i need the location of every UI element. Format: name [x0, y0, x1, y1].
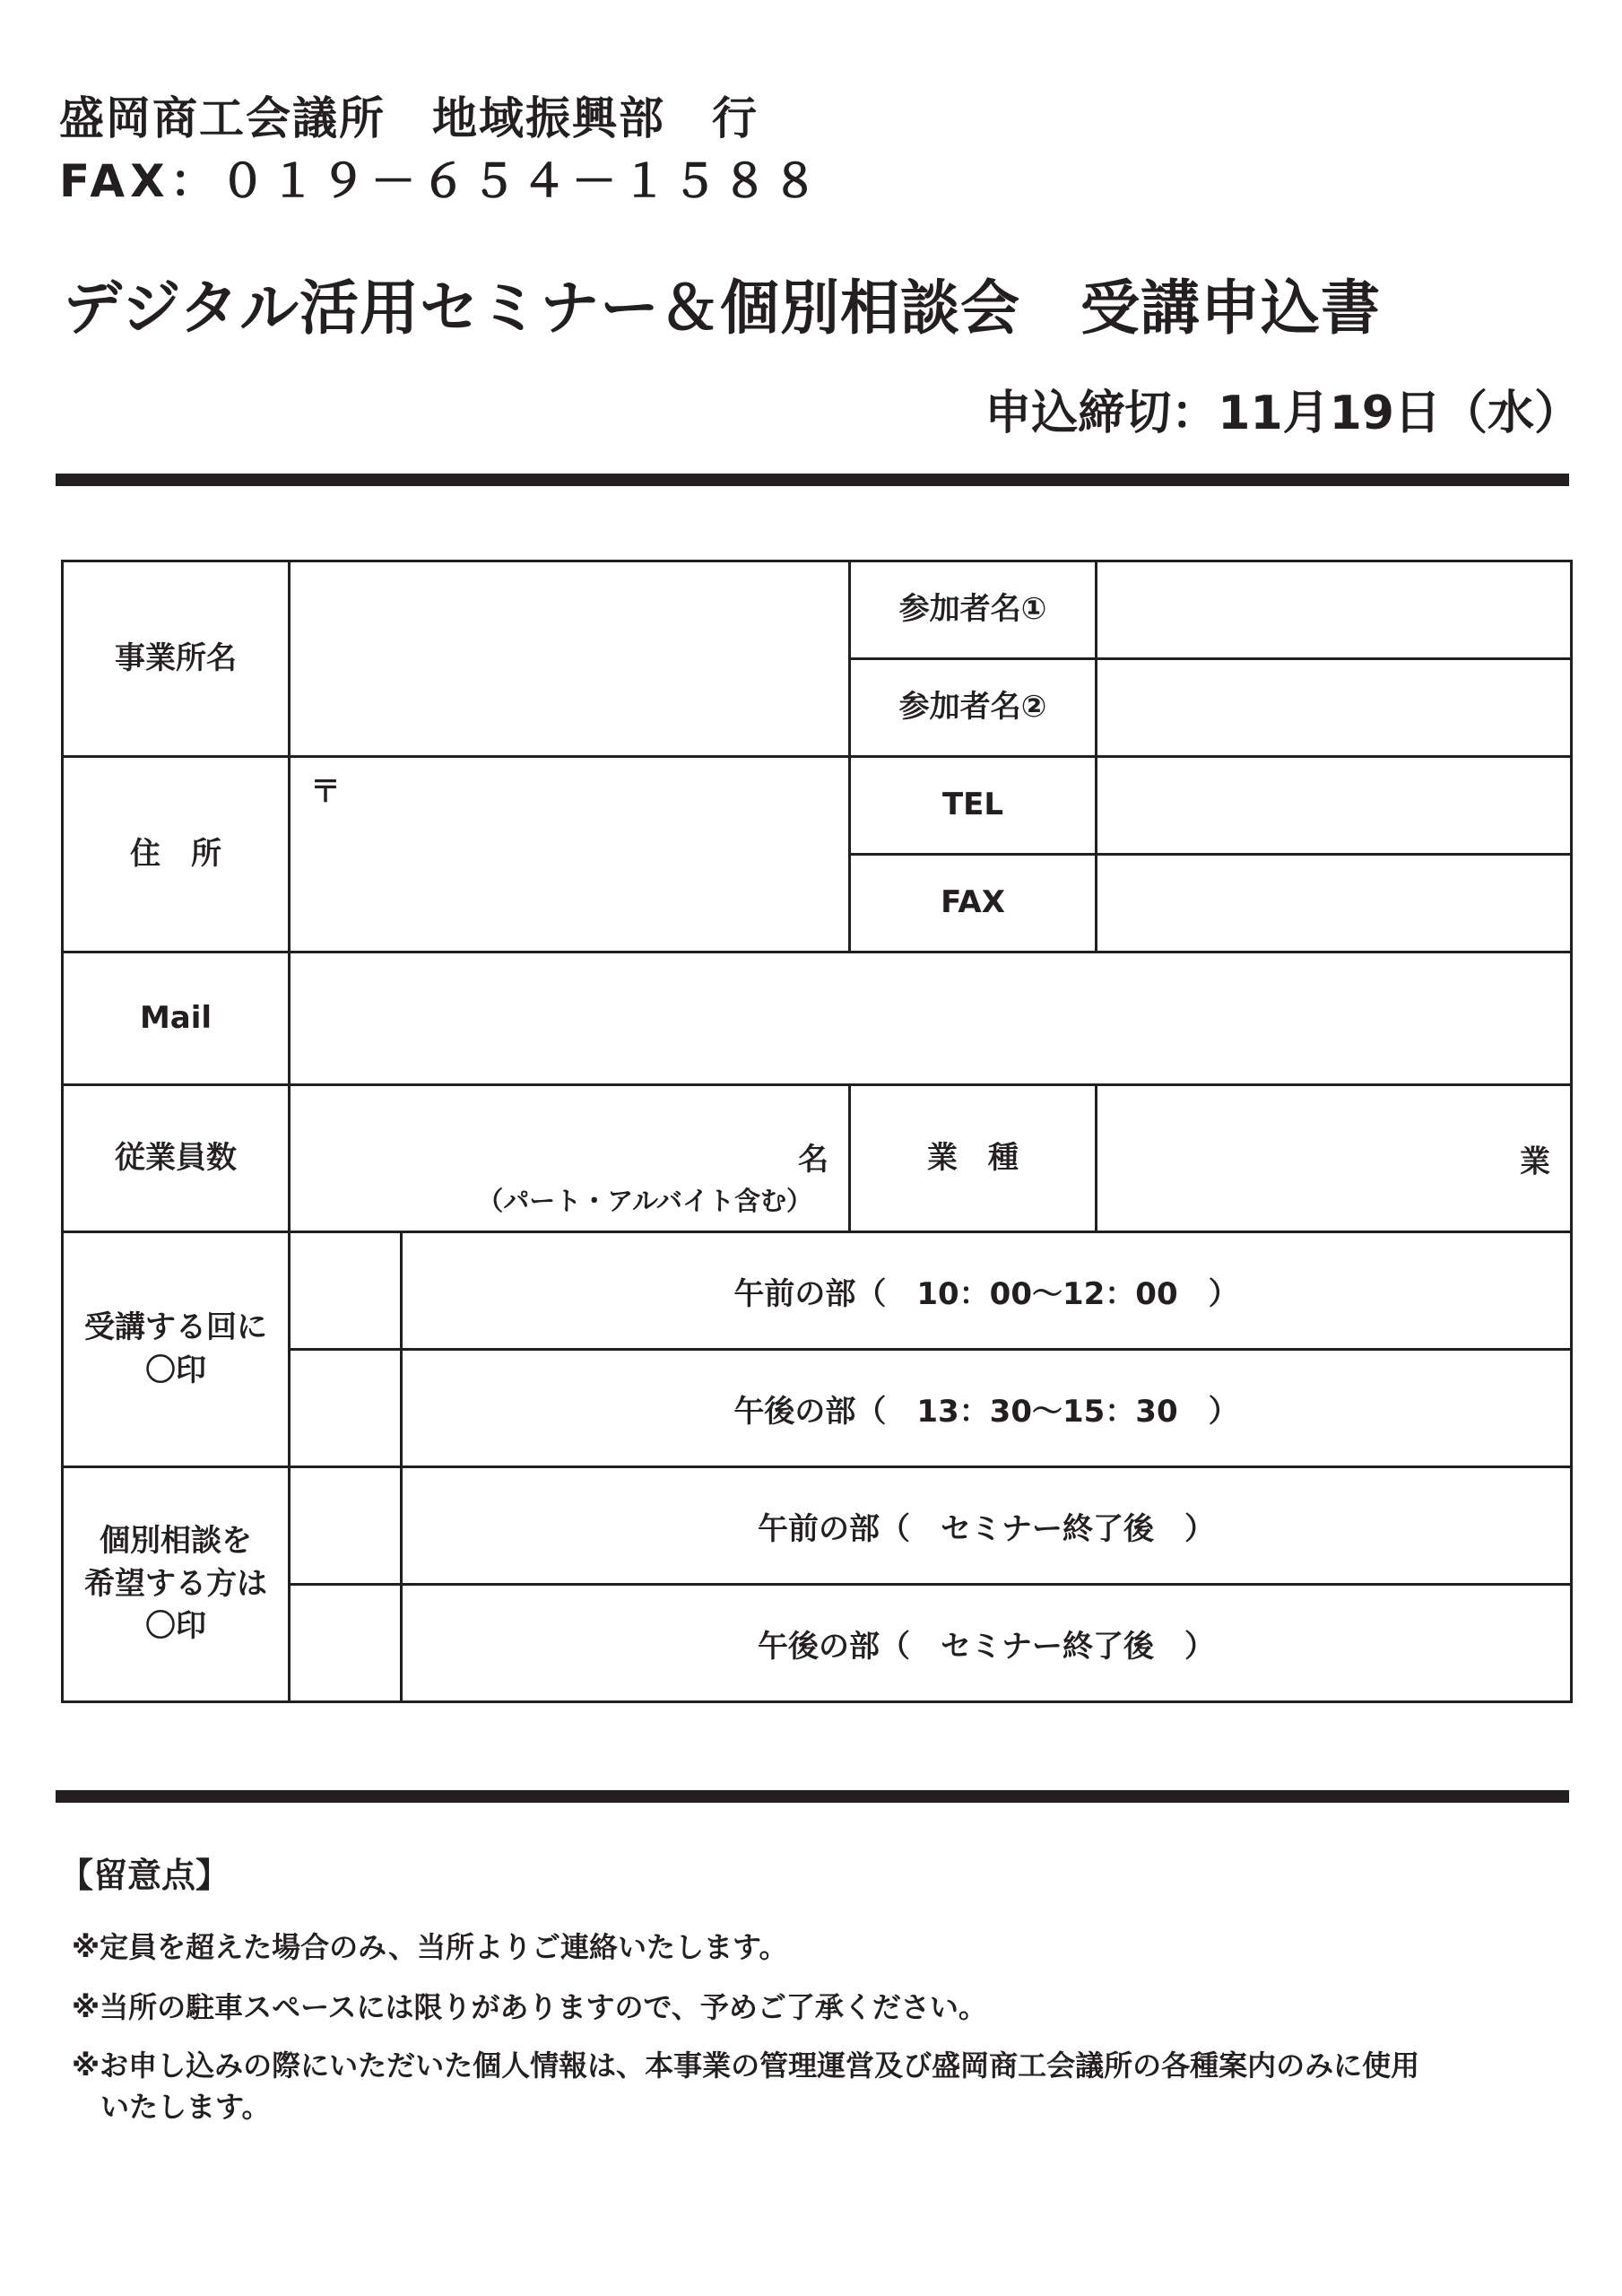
fax-field[interactable]: [1097, 855, 1572, 952]
application-form-table: [61, 560, 1573, 1703]
page-title: デジタル活用セミナー＆個別相談会 受講申込書: [63, 274, 1382, 343]
recipient-line: 盛岡商工会議所 地域振興部 行: [59, 92, 759, 144]
note-item: ※当所の駐車スペースには限りがありますので、予めご了承ください。: [72, 1990, 987, 2024]
seminar-label: 受講する回に 〇印: [63, 1232, 290, 1467]
participant2-field[interactable]: [1097, 659, 1572, 757]
consult-pm-time: セミナー終了後 ）: [910, 1628, 1215, 1665]
seminar-pm-time: 13：30～15：30 ）: [886, 1393, 1239, 1430]
consult-label: 個別相談を 希望する方は 〇印: [63, 1467, 290, 1702]
consult-pm-name: 午後の部（: [758, 1628, 910, 1665]
employees-label: 従業員数: [63, 1085, 290, 1232]
consult-am-checkbox[interactable]: [290, 1467, 402, 1585]
seminar-am-name: 午前の部（: [733, 1275, 887, 1312]
seminar-pm-name: 午後の部（: [733, 1393, 887, 1430]
consult-am-time: セミナー終了後 ）: [910, 1510, 1215, 1547]
bottom-divider: [56, 1790, 1569, 1803]
consult-pm-option: [402, 1585, 1572, 1702]
mail-field[interactable]: [290, 952, 1572, 1085]
employees-field[interactable]: [290, 1085, 850, 1232]
consult-am-option: [402, 1467, 1572, 1585]
employees-unit: 名: [798, 1142, 828, 1178]
seminar-pm-option: [402, 1350, 1572, 1467]
seminar-am-time: 10：00～12：00 ）: [886, 1275, 1239, 1312]
industry-unit: 業: [1520, 1144, 1550, 1179]
tel-field[interactable]: [1097, 757, 1572, 855]
top-divider: [56, 474, 1569, 486]
seminar-am-checkbox[interactable]: [290, 1232, 402, 1350]
employees-note: （パート・アルバイト含む）: [477, 1186, 812, 1216]
consult-am-name: 午前の部（: [758, 1510, 910, 1547]
consult-pm-checkbox[interactable]: [290, 1585, 402, 1702]
participant1-label: 参加者名①: [850, 561, 1097, 659]
industry-field[interactable]: [1097, 1085, 1572, 1232]
seminar-pm-checkbox[interactable]: [290, 1350, 402, 1467]
participant2-label: 参加者名②: [850, 659, 1097, 757]
note-item: ※お申し込みの際にいただいた個人情報は、本事業の管理運営及び盛岡商工会議所の各種案内のみに使用 いたします。: [72, 2048, 1420, 2125]
fax-label: FAX: [850, 855, 1097, 952]
mail-label: Mail: [63, 952, 290, 1085]
notes-heading: 【留意点】: [59, 1856, 230, 1895]
address-field[interactable]: [290, 757, 850, 952]
fax-number-line: FAX：０１９－６５４－１５８８: [59, 155, 823, 207]
industry-label: 業 種: [850, 1085, 1097, 1232]
tel-label: TEL: [850, 757, 1097, 855]
participant1-field[interactable]: [1097, 561, 1572, 659]
seminar-am-option: [402, 1232, 1572, 1350]
business-name-field[interactable]: [290, 561, 850, 757]
postal-mark: 〒: [310, 774, 341, 810]
note-item: ※定員を超えた場合のみ、当所よりご連絡いたします。: [72, 1930, 788, 1964]
address-label: 住 所: [63, 757, 290, 952]
business-name-label: 事業所名: [63, 561, 290, 757]
deadline-text: 申込締切：11月19日（水）: [984, 387, 1581, 440]
